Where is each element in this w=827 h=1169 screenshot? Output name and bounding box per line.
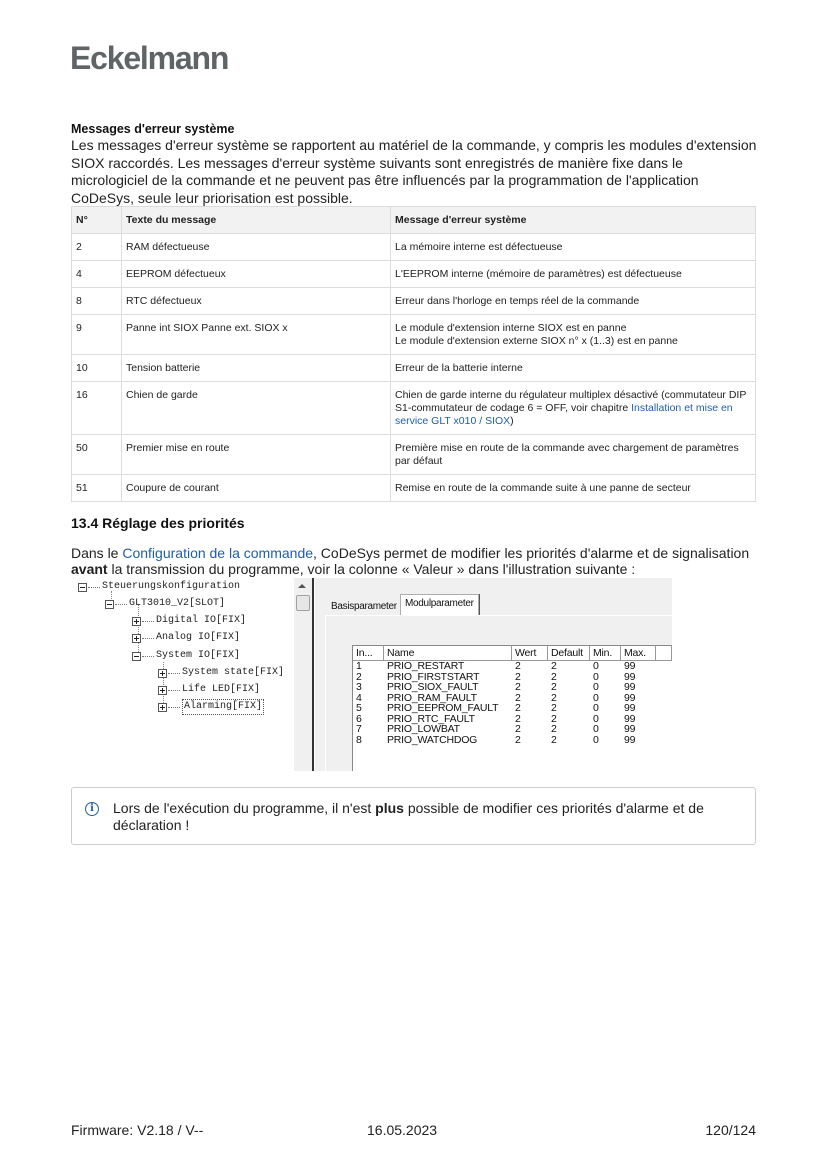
tree-label: GLT3010_V2[SLOT] — [129, 598, 226, 609]
table-row — [72, 234, 756, 261]
priorities-paragraph — [71, 546, 761, 577]
grid-row[interactable] — [353, 703, 672, 714]
cell-wert[interactable]: 2 — [515, 670, 521, 683]
cell-index: 7 — [356, 723, 362, 735]
cell-default: 2 — [551, 660, 557, 672]
message-line-1: Le module d'extension interne SIOX est en panne — [395, 322, 627, 334]
cell-wert[interactable]: 2 — [515, 723, 521, 735]
expand-icon[interactable] — [158, 686, 167, 695]
cell-name: PRIO_EEPROM_FAULT — [387, 702, 499, 714]
cell-text: Panne int SIOX Panne ext. SIOX x — [122, 315, 391, 355]
cell-message: Erreur dans l'horloge en temps réel de la commande — [391, 288, 756, 315]
cell-number: 50 — [72, 435, 122, 475]
col-header-system-error: Message d'erreur système — [391, 207, 756, 234]
cell-min: 0 — [593, 681, 599, 693]
cell-text: RAM défectueuse — [122, 234, 391, 261]
intro-paragraph: Les messages d'erreur système se rapportent au matériel de la commande, y compris les modules d'extension SIOX raccordés. Les messages d'erreur système suivants sont enregistrés de manière fixe dans le micrologiciel de la commande et ne peuvent pas être influencés par la programmation de l'application CoDeSys, seule leur priorisation est possible. — [71, 137, 757, 206]
collapse-icon[interactable] — [132, 652, 141, 661]
cell-index: 6 — [356, 712, 362, 725]
cell-min: 0 — [593, 723, 599, 735]
cell-max: 99 — [624, 681, 636, 693]
grid-header — [353, 646, 672, 661]
cell-text: Chien de garde — [122, 382, 391, 435]
cell-min: 0 — [593, 702, 599, 714]
section-heading-priorities: 13.4 Réglage des priorités — [71, 515, 245, 531]
cell-default: 2 — [551, 712, 557, 725]
grid-row[interactable] — [353, 682, 672, 693]
cell-max: 99 — [624, 670, 636, 683]
tree-node-digital-io[interactable] — [132, 614, 246, 628]
tree-label: Analog IO[FIX] — [156, 632, 241, 643]
cell-number: 2 — [72, 234, 122, 261]
cell-number: 10 — [72, 355, 122, 382]
tree-label: Steuerungskonfiguration — [102, 581, 241, 592]
collapse-icon[interactable] — [105, 600, 114, 609]
col-filler — [656, 646, 672, 660]
cell-max: 99 — [624, 660, 636, 672]
cell-message — [391, 315, 756, 355]
table-row — [72, 315, 756, 355]
cell-text: Tension batterie — [122, 355, 391, 382]
parameter-grid — [352, 645, 672, 771]
cell-message: L'EEPROM interne (mémoire de paramètres) est défectueuse — [391, 261, 756, 288]
configuration-tree — [72, 578, 294, 771]
collapse-icon[interactable] — [78, 583, 87, 592]
cell-number: 4 — [72, 261, 122, 288]
para-prefix: Dans le — [71, 545, 123, 561]
grid-row[interactable] — [353, 724, 672, 735]
cell-default: 2 — [551, 670, 557, 683]
tree-label: Life LED[FIX] — [182, 684, 261, 695]
tree-label: Alarming[FIX] — [182, 699, 264, 715]
para-bold: avant — [71, 560, 108, 577]
cell-max: 99 — [624, 712, 636, 725]
table-row — [72, 261, 756, 288]
cell-min: 0 — [593, 660, 599, 672]
cell-wert[interactable]: 2 — [515, 691, 521, 704]
cell-text: Coupure de courant — [122, 475, 391, 502]
message-text: Chien de garde interne du régulateur multiplex désactivé (commutateur DIP S1-commutateur de codage 6 = OFF, voir chapitre — [395, 389, 747, 414]
table-row — [72, 475, 756, 502]
footer-date: 16.05.2023 — [367, 1122, 438, 1138]
para-mid: , CoDeSys permet de modifier les priorités d'alarme et de signalisation — [313, 545, 750, 561]
cell-message — [391, 382, 756, 435]
info-note — [71, 787, 756, 845]
col-index[interactable]: In... — [353, 646, 384, 660]
cell-wert[interactable]: 2 — [515, 681, 521, 693]
tree-node-system-state[interactable] — [158, 666, 284, 680]
table-row — [72, 435, 756, 475]
cell-default: 2 — [551, 702, 557, 714]
cell-message: Remise en route de la commande suite à une panne de secteur — [391, 475, 756, 502]
cell-max: 99 — [624, 723, 636, 735]
cell-name: PRIO_RAM_FAULT — [387, 691, 477, 704]
footer-page-number: 120/124 — [705, 1122, 756, 1138]
tree-label: Digital IO[FIX] — [156, 615, 247, 626]
col-header-message-text: Texte du message — [122, 207, 391, 234]
cell-name: PRIO_RESTART — [387, 660, 465, 672]
para-suffix: la transmission du programme, voir la colonne « Valeur » dans l'illustration suivante : — [107, 560, 636, 577]
error-table — [71, 206, 756, 502]
cell-default: 2 — [551, 691, 557, 704]
expand-icon[interactable] — [132, 617, 141, 626]
cell-name: PRIO_SIOX_FAULT — [387, 681, 479, 693]
cell-wert[interactable]: 2 — [515, 712, 521, 725]
cell-wert[interactable]: 2 — [515, 660, 521, 672]
scroll-thumb[interactable] — [296, 595, 310, 611]
cell-min: 0 — [593, 733, 599, 746]
tree-node-steuerungskonfiguration[interactable] — [78, 580, 240, 594]
cell-message: La mémoire interne est défectueuse — [391, 234, 756, 261]
expand-icon[interactable] — [132, 634, 141, 643]
eckelmann-logo: Eckelmann — [70, 40, 229, 76]
installation-chapter-link[interactable]: Installation et mise en service GLT x010 / SIOX — [395, 402, 733, 427]
cell-text: Premier mise en route — [122, 435, 391, 475]
table-row — [72, 382, 756, 435]
tab-basisparameter[interactable]: Basisparameter — [331, 601, 397, 612]
cell-message: Première mise en route de la commande avec chargement de paramètres par défaut — [391, 435, 756, 475]
cell-name: PRIO_RTC_FAULT — [387, 712, 475, 725]
codesys-screenshot — [72, 578, 672, 771]
splitter[interactable] — [311, 578, 314, 771]
cell-index: 8 — [356, 733, 362, 746]
col-default[interactable]: Default — [548, 646, 590, 660]
message-line-2: Le module d'extension externe SIOX n° x (1..3) est en panne — [395, 335, 678, 347]
cell-number: 51 — [72, 475, 122, 502]
message-end: ) — [510, 415, 514, 427]
grid-row[interactable] — [353, 735, 672, 746]
tab-modulparameter[interactable]: Modulparameter — [400, 594, 479, 615]
tree-node-alarming[interactable] — [158, 700, 264, 714]
cell-index: 1 — [356, 660, 362, 672]
expand-icon[interactable] — [158, 703, 167, 712]
note-prefix: Lors de l'exécution du programme, il n'est — [113, 800, 376, 816]
cell-message: Erreur de la batterie interne — [391, 355, 756, 382]
info-icon: i — [85, 802, 99, 816]
cell-number: 9 — [72, 315, 122, 355]
col-name[interactable]: Name — [384, 646, 512, 660]
cell-name: PRIO_FIRSTSTART — [387, 670, 480, 683]
cell-index: 2 — [356, 670, 362, 683]
table-header-row — [72, 207, 756, 234]
cell-min: 0 — [593, 670, 599, 683]
cell-min: 0 — [593, 712, 599, 725]
expand-icon[interactable] — [158, 669, 167, 678]
cell-index: 5 — [356, 702, 362, 714]
cell-max: 99 — [624, 733, 636, 746]
cell-min: 0 — [593, 691, 599, 704]
cell-text: EEPROM défectueux — [122, 261, 391, 288]
table-row — [72, 355, 756, 382]
parameter-panel — [315, 578, 672, 771]
tree-scrollbar[interactable] — [294, 578, 311, 771]
tree-node-glt3010[interactable] — [105, 597, 225, 611]
col-min[interactable]: Min. — [590, 646, 621, 660]
cell-name: PRIO_LOWBAT — [387, 723, 460, 735]
cell-index: 4 — [356, 691, 362, 704]
cell-max: 99 — [624, 702, 636, 714]
note-text — [113, 800, 733, 834]
note-suffix: possible de modifier ces priorités d'alarme et de déclaration ! — [113, 800, 704, 833]
cell-text: RTC défectueux — [122, 288, 391, 315]
note-bold: plus — [375, 800, 404, 816]
cell-default: 2 — [551, 733, 557, 746]
cell-number: 8 — [72, 288, 122, 315]
col-max[interactable]: Max. — [621, 646, 656, 660]
table-row — [72, 288, 756, 315]
configuration-link[interactable]: Configuration de la commande — [122, 545, 314, 561]
section-title: Messages d'erreur système — [71, 122, 235, 136]
tree-node-system-io[interactable] — [132, 649, 240, 663]
col-wert[interactable]: Wert — [512, 646, 548, 660]
tree-node-life-led[interactable] — [158, 683, 260, 697]
cell-name: PRIO_WATCHDOG — [387, 733, 478, 746]
col-header-number: N° — [72, 207, 122, 234]
cell-default: 2 — [551, 681, 557, 693]
cell-default: 2 — [551, 723, 557, 735]
tree-node-analog-io[interactable] — [132, 631, 240, 645]
cell-index: 3 — [356, 681, 362, 693]
cell-wert[interactable]: 2 — [515, 733, 521, 746]
cell-wert[interactable]: 2 — [515, 702, 521, 714]
cell-max: 99 — [624, 691, 636, 704]
footer-firmware: Firmware: V2.18 / V-- — [71, 1122, 204, 1138]
grid-row[interactable] — [353, 661, 672, 672]
scroll-up-arrow-icon[interactable] — [298, 584, 306, 588]
cell-number: 16 — [72, 382, 122, 435]
tree-label: System state[FIX] — [182, 667, 285, 678]
tree-label: System IO[FIX] — [156, 650, 241, 661]
